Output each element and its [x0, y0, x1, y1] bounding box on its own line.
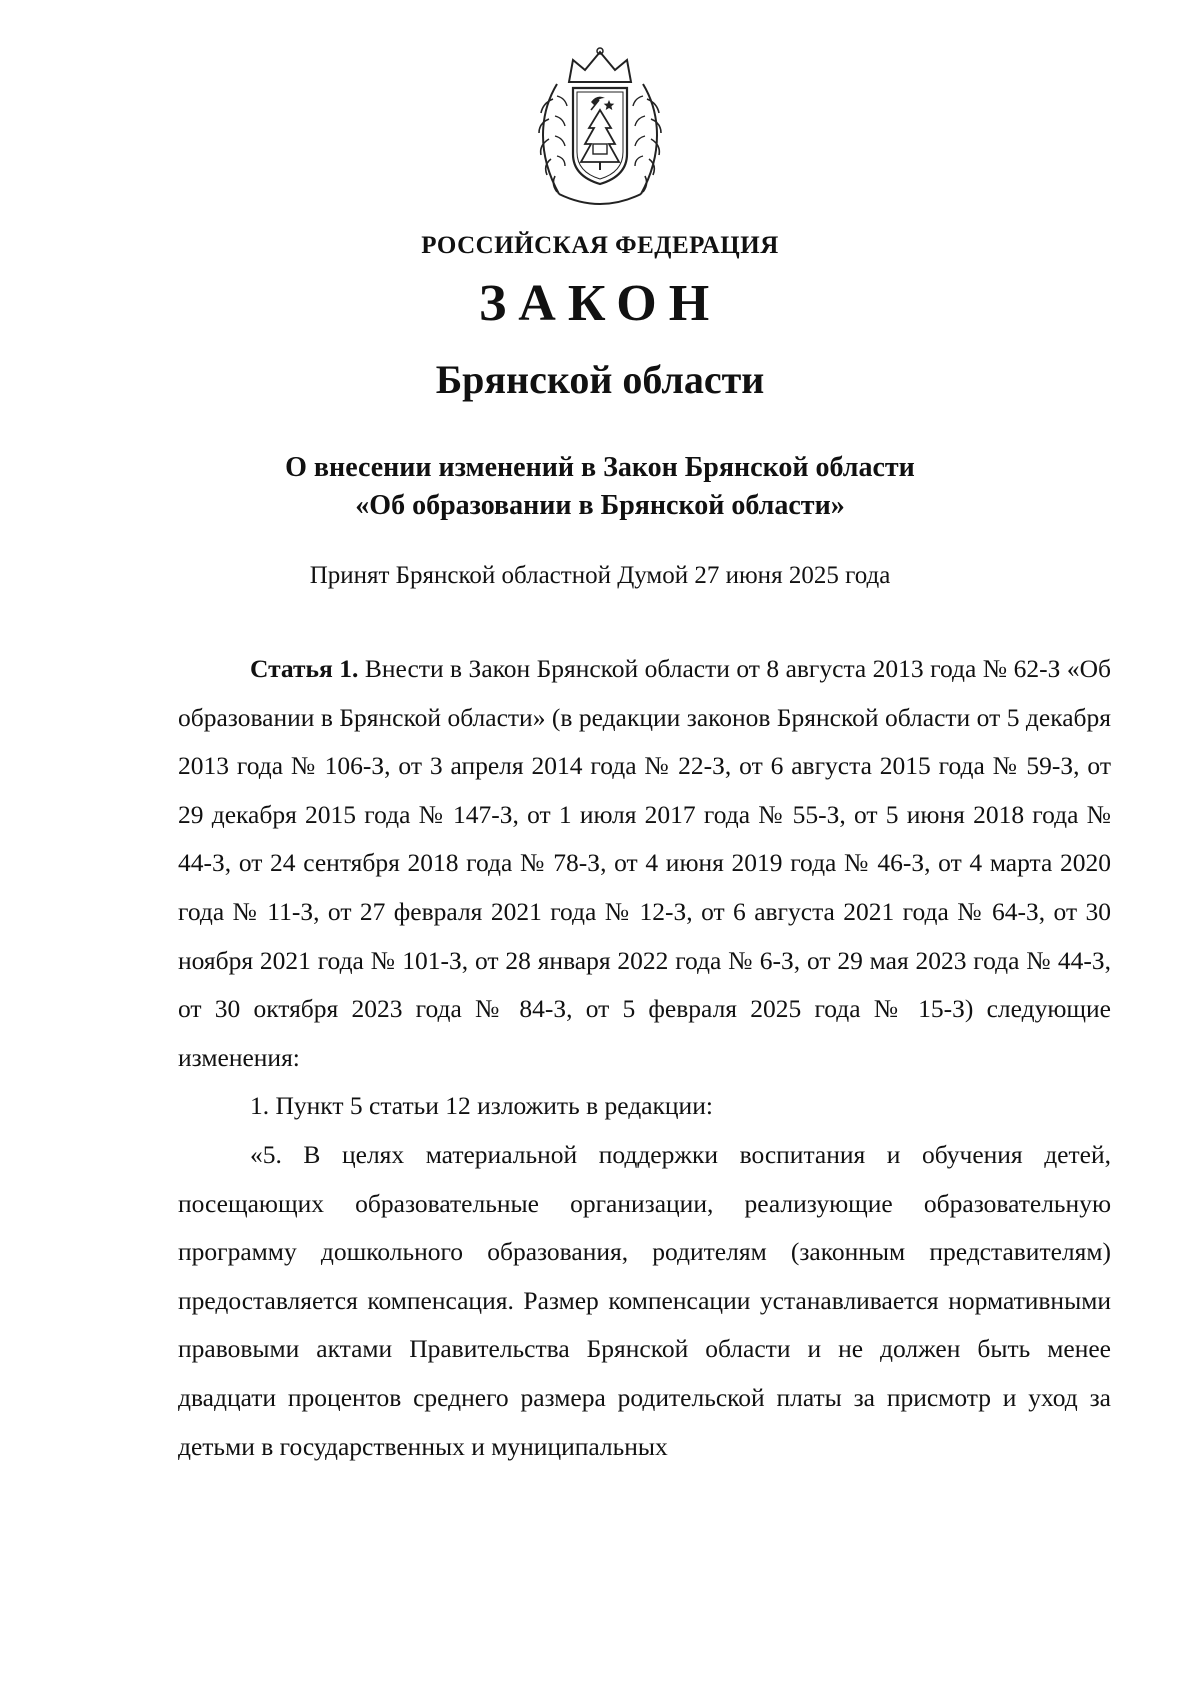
document-type-heading: ЗАКОН	[478, 275, 722, 332]
federation-heading: РОССИЙСКАЯ ФЕДЕРАЦИЯ	[421, 232, 779, 259]
article-1-label: Статья 1.	[250, 654, 359, 683]
law-title-line-2: «Об образовании в Брянской области»	[355, 490, 845, 521]
adoption-note: Принят Брянской областной Думой 27 июня 2025 года	[309, 562, 891, 589]
article-1-paragraph	[178, 645, 1111, 1082]
law-title-line-1: О внесении изменений в Закон Брянской области	[285, 452, 915, 483]
law-body	[178, 645, 1111, 1471]
region-heading: Брянской области	[435, 357, 765, 402]
bryansk-coat-of-arms-icon	[529, 44, 671, 214]
quoted-amendment-paragraph: «5. В целях материальной поддержки воспитания и обучения детей, посещающих образовательные организации, реализующие образовательную программу дошкольного образования, родителям (законным представителям) предоставляется компенсация. Размер компенсации устанавливается нормативными правовыми актами Правительства Брянской области и не должен быть менее двадцати процентов среднего размера родительской платы за присмотр и уход за детьми в государственных и муниципальных	[178, 1139, 1111, 1461]
article-1-text: Внести в Закон Брянской области от 8 августа 2013 года № 62-З «Об образовании в Брянской области» (в редакции законов Брянской области от 5 декабря 2013 года № 106-З, от 3 апреля 2014 года № 22-З, от 6 августа 2015 года № 59-З, от 29 декабря 2015 года № 147-З, от 1 июля 2017 года № 55-З, от 5 июня 2018 года № 44-З, от 24 сентября 2018 года № 78-З, от 4 июня 2019 года № 46-З, от 4 марта 2020 года № 11-З, от 27 февраля 2021 года № 12-З, от 6 августа 2021 года № 64-З, от 30 ноября 2021 года № 101-З, от 28 января 2022 года № 6-З, от 29 мая 2023 года № 44-З, от 30 октября 2023 года № 84-З, от 5 февраля 2025 года № 15-З) следующие изменения:	[178, 654, 1111, 1072]
item-1-paragraph: 1. Пункт 5 статьи 12 изложить в редакции:	[250, 1091, 713, 1121]
